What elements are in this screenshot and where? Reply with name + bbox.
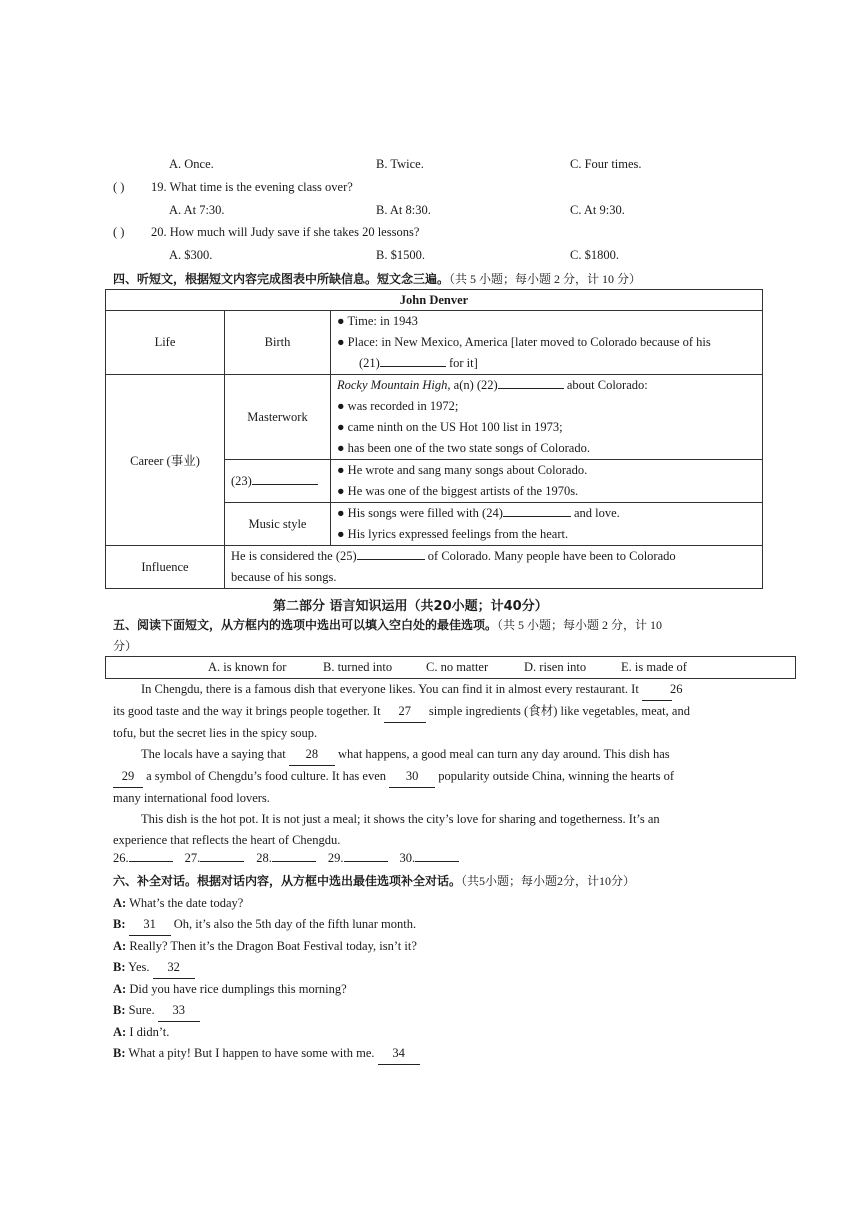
option-c: C. no matter bbox=[426, 660, 489, 674]
speaker: B: bbox=[113, 917, 126, 931]
option-b: B. turned into bbox=[323, 660, 393, 674]
music-style-details bbox=[331, 503, 763, 546]
speaker: B: bbox=[113, 960, 126, 974]
blank-22[interactable] bbox=[498, 388, 564, 389]
passage-text: what happens, a good meal can turn any day around. This dish has bbox=[338, 747, 670, 761]
speaker: A: bbox=[113, 939, 127, 953]
speaker: B: bbox=[113, 1046, 126, 1060]
blank-27[interactable]: 27 bbox=[384, 701, 426, 723]
row-label-music-style: Music style bbox=[225, 503, 331, 546]
blank-31[interactable]: 31 bbox=[129, 914, 171, 936]
section4-score: （共 5 小题；每小题 2 分，计 10 分） bbox=[449, 272, 642, 286]
music-style-line-2: ● His lyrics expressed feelings from the heart. bbox=[337, 527, 569, 541]
blank-24[interactable] bbox=[503, 516, 571, 517]
dialogue-line bbox=[113, 1043, 420, 1065]
dialogue-text: I didn’t. bbox=[129, 1025, 170, 1039]
influence-line-2: because of his songs. bbox=[231, 570, 337, 584]
q19-option-b: B. At 8:30. bbox=[376, 203, 431, 217]
q20-option-c: C. $1800. bbox=[570, 248, 619, 262]
q20-stem: 20. How much will Judy save if she takes 20 lessons? bbox=[151, 225, 420, 239]
masterwork-line-1-end: about Colorado: bbox=[563, 378, 648, 392]
section5-score-end: 分） bbox=[113, 639, 138, 653]
dialogue-line bbox=[113, 979, 420, 1000]
answer-29[interactable] bbox=[344, 861, 388, 862]
section5-title: 五、阅读下面短文，从方框内的选项中选出可以填入空白处的最佳选项。 bbox=[113, 618, 498, 632]
blank-25-label: He is considered the (25) bbox=[231, 549, 357, 563]
section6-heading bbox=[113, 872, 635, 889]
dialogue bbox=[113, 893, 420, 1065]
influence-details bbox=[225, 546, 763, 589]
dialogue-line bbox=[113, 1000, 420, 1022]
answer-29-label: 29. bbox=[327, 851, 344, 865]
answer-28[interactable] bbox=[272, 861, 316, 862]
blank-34[interactable]: 34 bbox=[378, 1043, 420, 1065]
speaker: A: bbox=[113, 982, 127, 996]
masterwork-line-2: ● was recorded in 1972; bbox=[337, 399, 459, 413]
answer-27-label: 27. bbox=[184, 851, 201, 865]
dialogue-text: What a pity! But I happen to have some with me. bbox=[128, 1046, 375, 1060]
blank-25[interactable] bbox=[357, 559, 425, 560]
speaker: B: bbox=[113, 1003, 126, 1017]
row-label-birth: Birth bbox=[225, 311, 331, 375]
music-style-line-1-end: and love. bbox=[570, 506, 620, 520]
blank-21-label: (21) bbox=[359, 356, 380, 370]
answer-27[interactable] bbox=[200, 861, 244, 862]
blank-26[interactable]: 26 bbox=[642, 679, 672, 701]
dialogue-text: Sure. bbox=[128, 1003, 155, 1017]
music-style-line-1 bbox=[337, 503, 756, 524]
section4-title: 四、听短文，根据短文内容完成图表中所缺信息。短文念三遍。 bbox=[113, 272, 450, 286]
q18-option-a: A. Once. bbox=[169, 157, 214, 171]
blank-22-label: , a(n) (22) bbox=[447, 378, 498, 392]
row-label-career: Career (事业) bbox=[106, 375, 225, 546]
birth-place-cont bbox=[337, 353, 756, 374]
birth-place-end: for it] bbox=[445, 356, 478, 370]
dialogue-line bbox=[113, 957, 420, 979]
table-title: John Denver bbox=[106, 290, 763, 311]
passage-line-6: many international food lovers. bbox=[113, 791, 270, 805]
passage-line-8: experience that reflects the heart of Chengdu. bbox=[113, 833, 341, 847]
passage-line-3: tofu, but the secret lies in the spicy soup. bbox=[113, 726, 318, 740]
dialogue-line bbox=[113, 914, 420, 936]
dialogue-text: Yes. bbox=[128, 960, 150, 974]
dialogue-text: Really? Then it’s the Dragon Boat Festival today, isn’t it? bbox=[129, 939, 417, 953]
row-label-masterwork: Masterwork bbox=[225, 375, 331, 460]
career-23-details bbox=[331, 460, 763, 503]
section5-score: （共 5 小题；每小题 2 分，计 10 bbox=[497, 618, 663, 632]
blank-28[interactable]: 28 bbox=[289, 744, 335, 766]
influence-line-1-end: of Colorado. Many people have been to Colorado bbox=[424, 549, 676, 563]
row-label-life: Life bbox=[106, 311, 225, 375]
masterwork-line-1 bbox=[337, 375, 756, 396]
answer-26[interactable] bbox=[129, 861, 173, 862]
birth-time: ● Time: in 1943 bbox=[337, 314, 418, 328]
section6-score: （共5小题；每小题2分，计10分） bbox=[461, 874, 636, 888]
part2-title: 第二部分 语言知识运用（共20小题；计40分） bbox=[273, 599, 548, 614]
passage-line-2 bbox=[113, 701, 758, 723]
dialogue-line bbox=[113, 893, 420, 914]
answer-26-label: 26. bbox=[113, 851, 129, 865]
masterwork-line-3: ● came ninth on the US Hot 100 list in 1973; bbox=[337, 420, 563, 434]
option-e: E. is made of bbox=[621, 660, 687, 674]
song-title: Rocky Mountain High bbox=[337, 378, 448, 392]
row-label-influence: Influence bbox=[106, 546, 225, 589]
section6-title: 六、补全对话。根据对话内容，从方框中选出最佳选项补全对话。 bbox=[113, 874, 462, 888]
dialogue-line bbox=[113, 1022, 420, 1043]
passage-line-5 bbox=[113, 766, 758, 788]
q20-option-b: B. $1500. bbox=[376, 248, 425, 262]
passage-line-4 bbox=[113, 744, 758, 766]
option-d: D. risen into bbox=[524, 660, 587, 674]
dialogue-line bbox=[113, 936, 420, 957]
john-denver-table bbox=[105, 289, 763, 589]
option-a: A. is known for bbox=[208, 660, 287, 674]
q19-paren: ( ) bbox=[113, 180, 125, 194]
q19-option-c: C. At 9:30. bbox=[570, 203, 625, 217]
career-23-line-1: ● He wrote and sang many songs about Colorado. bbox=[337, 463, 588, 477]
options-box bbox=[105, 656, 796, 679]
dialogue-text: Oh, it’s also the 5th day of the fifth lunar month. bbox=[173, 917, 417, 931]
blank-23[interactable] bbox=[252, 484, 318, 485]
answer-30-label: 30. bbox=[399, 851, 416, 865]
passage bbox=[113, 679, 758, 851]
section5-heading bbox=[113, 616, 662, 633]
masterwork-line-4: ● has been one of the two state songs of Colorado. bbox=[337, 441, 590, 455]
passage-text: a symbol of Chengdu’s food culture. It has even bbox=[146, 769, 387, 783]
passage-text: simple ingredients (食材) like vegetables, meat, and bbox=[428, 704, 690, 718]
passage-text: The locals have a saying that bbox=[141, 747, 286, 761]
dialogue-text: What’s the date today? bbox=[129, 896, 244, 910]
passage-text: In Chengdu, there is a famous dish that everyone likes. You can find it in almost every restaurant. It bbox=[141, 682, 639, 696]
blank-29[interactable]: 29 bbox=[113, 766, 143, 788]
section4-heading bbox=[113, 270, 641, 287]
dialogue-text: Did you have rice dumplings this morning? bbox=[129, 982, 347, 996]
masterwork-details bbox=[331, 375, 763, 460]
speaker: A: bbox=[113, 896, 127, 910]
row-label-23 bbox=[225, 460, 331, 503]
q18-option-b: B. Twice. bbox=[376, 157, 424, 171]
answer-30[interactable] bbox=[415, 861, 459, 862]
birth-details bbox=[331, 311, 763, 375]
q20-paren: ( ) bbox=[113, 225, 125, 239]
q19-option-a: A. At 7:30. bbox=[169, 203, 225, 217]
passage-line-7: This dish is the hot pot. It is not just a meal; it shows the city’s love for sharing and togetherness. It’s an bbox=[141, 812, 660, 826]
blank-30[interactable]: 30 bbox=[389, 766, 435, 788]
passage-line-1 bbox=[113, 679, 758, 701]
blank-23-label: (23) bbox=[231, 473, 252, 488]
blank-21[interactable] bbox=[380, 366, 446, 367]
speaker: A: bbox=[113, 1025, 127, 1039]
passage-text: popularity outside China, winning the hearts of bbox=[438, 769, 674, 783]
blank-33[interactable]: 33 bbox=[158, 1000, 200, 1022]
answer-line bbox=[113, 851, 459, 866]
answer-28-label: 28. bbox=[256, 851, 272, 865]
q18-option-c: C. Four times. bbox=[570, 157, 642, 171]
career-23-line-2: ● He was one of the biggest artists of the 1970s. bbox=[337, 484, 579, 498]
birth-place: ● Place: in New Mexico, America [later moved to Colorado because of his bbox=[337, 335, 711, 349]
blank-32[interactable]: 32 bbox=[153, 957, 195, 979]
influence-line-1 bbox=[231, 546, 756, 567]
q19-stem: 19. What time is the evening class over? bbox=[151, 180, 353, 194]
q20-option-a: A. $300. bbox=[169, 248, 213, 262]
passage-text: its good taste and the way it brings people together. It bbox=[113, 704, 381, 718]
blank-24-label: ● His songs were filled with (24) bbox=[337, 506, 503, 520]
